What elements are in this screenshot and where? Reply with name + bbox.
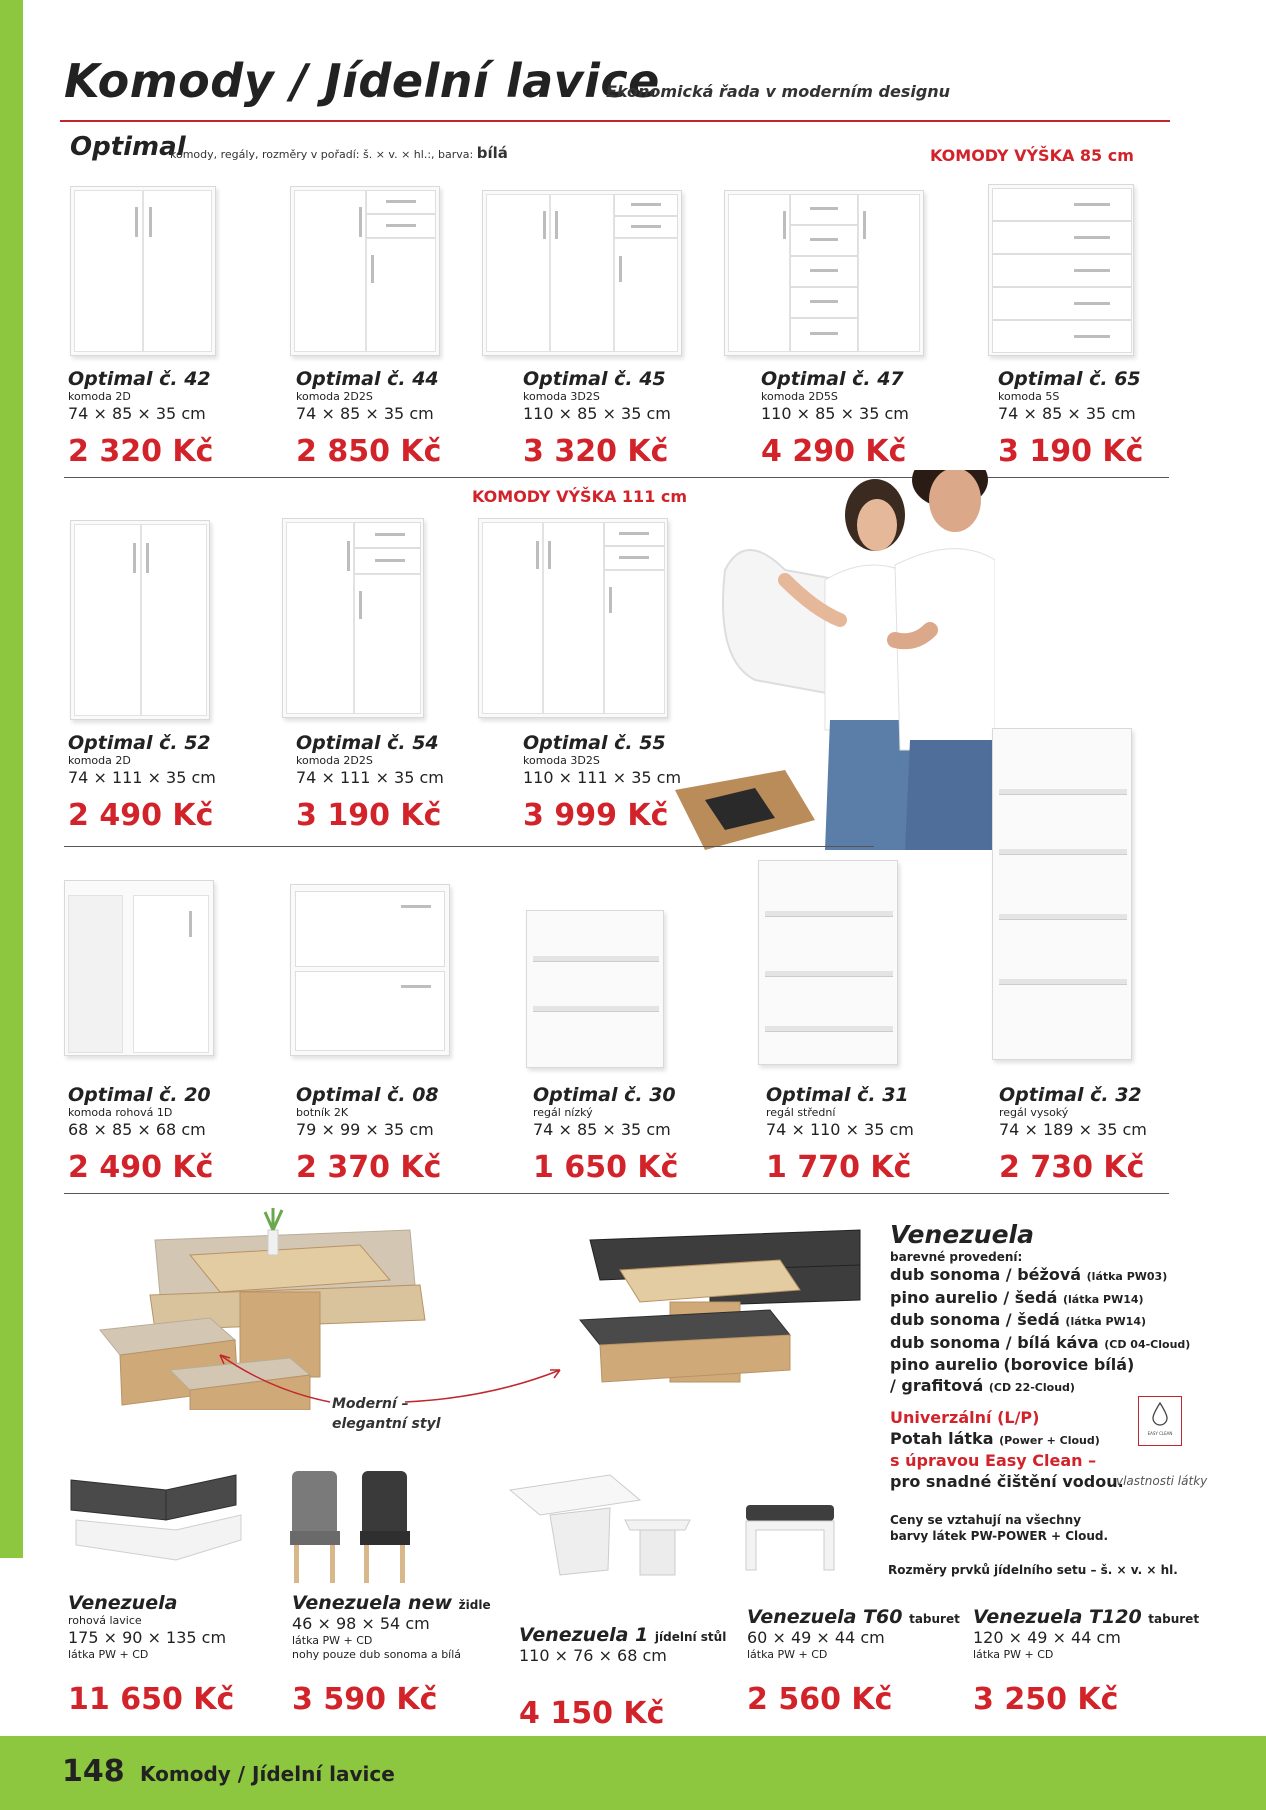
- product-dims: 74 × 85 × 35 cm: [68, 404, 206, 423]
- product-dims: 74 × 110 × 35 cm: [766, 1120, 914, 1139]
- product-type: komoda 2D2S: [296, 754, 373, 767]
- product-type: komoda 2D5S: [761, 390, 838, 403]
- product-dims: 74 × 85 × 35 cm: [296, 404, 434, 423]
- row-divider-1: [64, 477, 1169, 478]
- product-type: komoda rohová 1D: [68, 1106, 173, 1119]
- product-image-optimal-45: [482, 190, 682, 356]
- product-suffix: taburet: [1148, 1612, 1200, 1626]
- product-image-venezuela-t60: [740, 1500, 840, 1575]
- product-type: botník 2K: [296, 1106, 349, 1119]
- product-name: Optimal č. 31: [766, 1084, 909, 1106]
- product-optimal-45: [523, 368, 671, 469]
- header-divider: [60, 120, 1170, 122]
- product-optimal-52: [68, 732, 216, 833]
- color-option: / grafitová (CD 22-Cloud): [890, 1375, 1075, 1395]
- product-optimal-65: [998, 368, 1143, 469]
- venezuela-fabric-info: Univerzální (L/P) Potah látka (Power + Cloud) s úpravou Easy Clean – pro snadné čištění vodou.: [890, 1408, 1124, 1491]
- product-price: 3 590 Kč: [292, 1682, 438, 1717]
- venezuela-subtitle: barevné provedení:: [890, 1250, 1023, 1264]
- product-type: regál vysoký: [999, 1106, 1069, 1119]
- product-dims: 68 × 85 × 68 cm: [68, 1120, 206, 1139]
- product-image-optimal-30: [526, 910, 664, 1068]
- product-price: 11 650 Kč: [68, 1682, 235, 1717]
- product-name: Venezuela: [68, 1592, 178, 1614]
- product-price: 2 560 Kč: [747, 1682, 893, 1717]
- product-dims: 74 × 111 × 35 cm: [68, 768, 216, 787]
- product-name: Optimal č. 54: [296, 732, 439, 754]
- page-subtitle: Ekonomická řada v moderním designu: [606, 82, 951, 101]
- product-type: komoda 5S: [998, 390, 1060, 403]
- product-image-optimal-31: [758, 860, 898, 1065]
- product-price: 2 850 Kč: [296, 434, 442, 469]
- product-optimal-31: [766, 1084, 914, 1185]
- page-title: Komody / Jídelní lavice: [64, 54, 660, 108]
- product-fabric: látka PW + CD: [973, 1648, 1054, 1661]
- product-price: 3 320 Kč: [523, 434, 669, 469]
- product-name: Optimal č. 30: [533, 1084, 676, 1106]
- product-dims: 74 × 85 × 35 cm: [998, 404, 1136, 423]
- product-image-optimal-44: [290, 186, 440, 356]
- product-optimal-32: [999, 1084, 1147, 1185]
- footer-label: Komody / Jídelní lavice: [140, 1762, 395, 1786]
- product-name: Optimal č. 45: [523, 368, 666, 390]
- product-name: Optimal č. 42: [68, 368, 211, 390]
- product-name: Venezuela 1: [519, 1624, 649, 1646]
- color-option: dub sonoma / bílá káva (CD 04-Cloud): [890, 1332, 1191, 1352]
- product-type: komoda 3D2S: [523, 754, 600, 767]
- product-optimal-30: [533, 1084, 678, 1185]
- product-image-optimal-20: [64, 880, 214, 1056]
- product-name: Optimal č. 08: [296, 1084, 439, 1106]
- product-name: Optimal č. 44: [296, 368, 439, 390]
- product-name: Venezuela T60: [747, 1606, 903, 1628]
- product-optimal-54: [296, 732, 444, 833]
- section-label-111: KOMODY VÝŠKA 111 cm: [472, 487, 688, 506]
- product-name: Optimal č. 20: [68, 1084, 211, 1106]
- color-option: dub sonoma / šedá (látka PW14): [890, 1310, 1146, 1329]
- product-image-optimal-65: [988, 184, 1134, 356]
- product-fabric: látka PW + CD: [747, 1648, 828, 1661]
- product-name: Venezuela T120: [973, 1606, 1142, 1628]
- product-legs-note: nohy pouze dub sonoma a bílá: [292, 1648, 462, 1661]
- product-venezuela-t60: [747, 1606, 960, 1717]
- color-option: pino aurelio (borovice bílá): [890, 1355, 1135, 1374]
- product-dims: 175 × 90 × 135 cm: [68, 1628, 227, 1647]
- product-price: 3 190 Kč: [998, 434, 1144, 469]
- color-option: dub sonoma / béžová (látka PW03): [890, 1265, 1168, 1284]
- product-optimal-20: [68, 1084, 213, 1185]
- product-fabric: látka PW + CD: [292, 1634, 373, 1647]
- product-name: Optimal č. 52: [68, 732, 211, 754]
- product-type: komoda 2D: [68, 754, 131, 767]
- product-optimal-08: [296, 1084, 441, 1185]
- product-dims: 110 × 85 × 35 cm: [761, 404, 909, 423]
- product-type: rohová lavice: [68, 1614, 142, 1627]
- color-option: pino aurelio / šedá (látka PW14): [890, 1287, 1144, 1307]
- optimal-brand: Optimal: [70, 132, 186, 162]
- product-fabric: látka PW + CD: [68, 1648, 149, 1661]
- product-price: 2 490 Kč: [68, 1150, 214, 1185]
- product-price: 4 290 Kč: [761, 434, 907, 469]
- green-side-bar: [0, 0, 23, 1558]
- product-suffix: jídelní stůl: [654, 1630, 727, 1644]
- product-name: Optimal č. 32: [999, 1084, 1142, 1106]
- product-price: 2 320 Kč: [68, 434, 214, 469]
- product-dims: 110 × 85 × 35 cm: [523, 404, 671, 423]
- product-image-optimal-55: [478, 518, 668, 718]
- product-type: komoda 3D2S: [523, 390, 600, 403]
- row-divider-3: [64, 1193, 1169, 1194]
- product-optimal-47: [761, 368, 909, 469]
- product-image-optimal-47: [724, 190, 924, 356]
- product-image-venezuela-chair: [282, 1466, 432, 1586]
- venezuela-title: Venezuela: [890, 1220, 1034, 1249]
- product-dims: 110 × 111 × 35 cm: [523, 768, 682, 787]
- product-dims: 120 × 49 × 44 cm: [973, 1628, 1121, 1647]
- product-dims: 74 × 85 × 35 cm: [533, 1120, 671, 1139]
- optimal-color: bílá: [476, 144, 508, 162]
- section-label-85: KOMODY VÝŠKA 85 cm: [930, 146, 1134, 165]
- product-type: regál střední: [766, 1106, 836, 1119]
- product-dims: 60 × 49 × 44 cm: [747, 1628, 885, 1647]
- optimal-info: komody, regály, rozměry v pořadí: š. × v. × hl.:, barva: bílá: [170, 144, 508, 162]
- product-price: 1 650 Kč: [533, 1150, 679, 1185]
- product-venezuela-t120: [973, 1606, 1199, 1717]
- product-name: Optimal č. 47: [761, 368, 904, 390]
- product-image-optimal-32: [992, 728, 1132, 1060]
- product-image-venezuela-table: [500, 1470, 700, 1580]
- universal-label: Univerzální (L/P): [890, 1408, 1040, 1427]
- product-optimal-42: [68, 368, 213, 469]
- product-name: Venezuela new: [292, 1592, 453, 1614]
- page-number: 148: [62, 1754, 125, 1789]
- row-divider-2: [64, 846, 874, 847]
- product-type: komoda 2D: [68, 390, 131, 403]
- product-optimal-44: [296, 368, 441, 469]
- couple-photo: [665, 470, 995, 850]
- product-dims: 110 × 76 × 68 cm: [519, 1646, 667, 1665]
- product-image-optimal-08: [290, 884, 450, 1056]
- dims-note: Rozměry prvků jídelního setu – š. × v. × hl.: [888, 1563, 1178, 1577]
- venezuela-color-list: [890, 1265, 1190, 1398]
- product-image-optimal-42: [70, 186, 216, 356]
- product-image-venezuela-corner: [66, 1470, 246, 1580]
- callout-text: Moderní – elegantní styl: [332, 1396, 441, 1432]
- product-price: 3 999 Kč: [523, 798, 669, 833]
- product-type: komoda 2D2S: [296, 390, 373, 403]
- product-dims: 74 × 111 × 35 cm: [296, 768, 444, 787]
- product-name: Optimal č. 55: [523, 732, 666, 754]
- product-price: 2 730 Kč: [999, 1150, 1145, 1185]
- product-venezuela-new: [292, 1592, 491, 1717]
- product-price: 4 150 Kč: [519, 1696, 665, 1731]
- venezuela-dark-set-image: [560, 1210, 870, 1420]
- product-dims: 46 × 98 × 54 cm: [292, 1614, 430, 1633]
- product-image-optimal-52: [70, 520, 210, 720]
- fabric-properties-label: vlastnosti látky: [1116, 1474, 1208, 1488]
- product-venezuela-corner: [68, 1592, 234, 1717]
- product-price: 3 250 Kč: [973, 1682, 1119, 1717]
- product-price: 2 490 Kč: [68, 798, 214, 833]
- product-dims: 79 × 99 × 35 cm: [296, 1120, 434, 1139]
- product-price: 3 190 Kč: [296, 798, 442, 833]
- product-dims: 74 × 189 × 35 cm: [999, 1120, 1147, 1139]
- product-image-optimal-54: [282, 518, 424, 718]
- product-price: 1 770 Kč: [766, 1150, 912, 1185]
- easy-clean-icon: EASY CLEAN: [1138, 1396, 1182, 1446]
- product-suffix: taburet: [909, 1612, 960, 1626]
- product-venezuela-1: [519, 1624, 726, 1731]
- price-note: Ceny se vztahují na všechny barvy látek PW-POWER + Cloud.: [890, 1513, 1109, 1543]
- product-suffix: židle: [458, 1598, 491, 1612]
- product-type: regál nízký: [533, 1106, 593, 1119]
- product-name: Optimal č. 65: [998, 368, 1141, 390]
- product-optimal-55: [523, 732, 681, 833]
- product-price: 2 370 Kč: [296, 1150, 442, 1185]
